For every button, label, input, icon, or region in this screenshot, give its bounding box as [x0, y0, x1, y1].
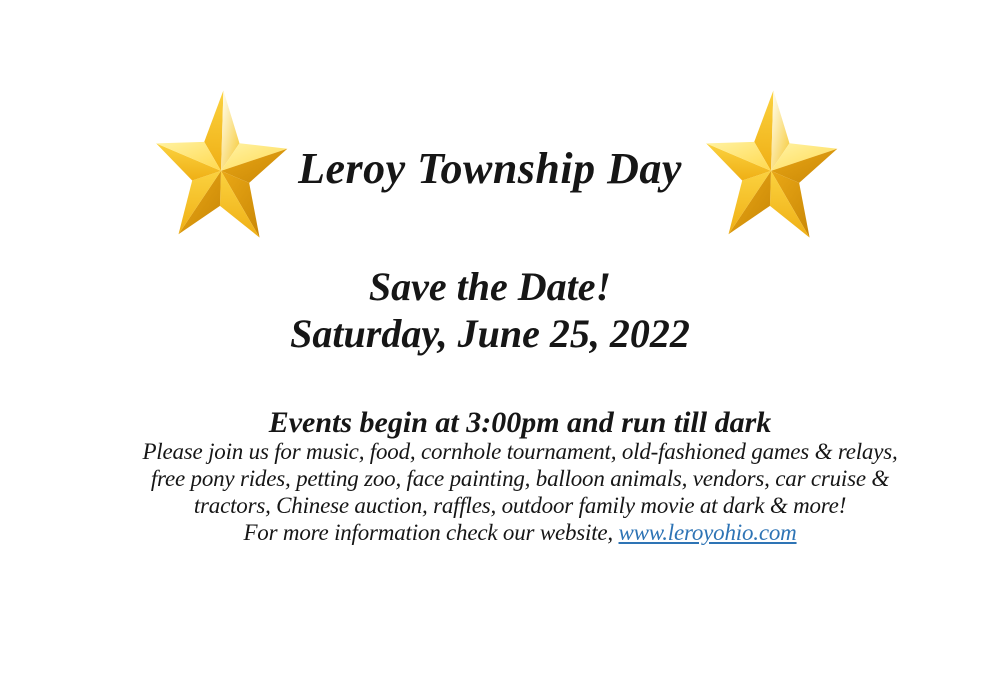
save-the-date-line: Save the Date! — [368, 264, 612, 309]
event-details — [40, 438, 1000, 546]
detail-line-4 — [40, 519, 1000, 546]
event-date-line: Saturday, June 25, 2022 — [290, 311, 690, 356]
website-link[interactable]: www.leroyohio.com — [618, 520, 797, 545]
page-title: Leroy Township Day — [298, 144, 682, 193]
website-prompt: For more information check our website, — [243, 520, 619, 545]
save-the-date-block — [0, 263, 980, 357]
detail-line-3: tractors, Chinese auction, raffles, outdoor family movie at dark & more! — [193, 493, 847, 518]
detail-line-1: Please join us for music, food, cornhole tournament, old-fashioned games & relays, — [142, 439, 898, 464]
detail-line-2: free pony rides, petting zoo, face painting, balloon animals, vendors, car cruise & — [150, 466, 890, 491]
events-headline: Events begin at 3:00pm and run till dark — [268, 406, 772, 439]
